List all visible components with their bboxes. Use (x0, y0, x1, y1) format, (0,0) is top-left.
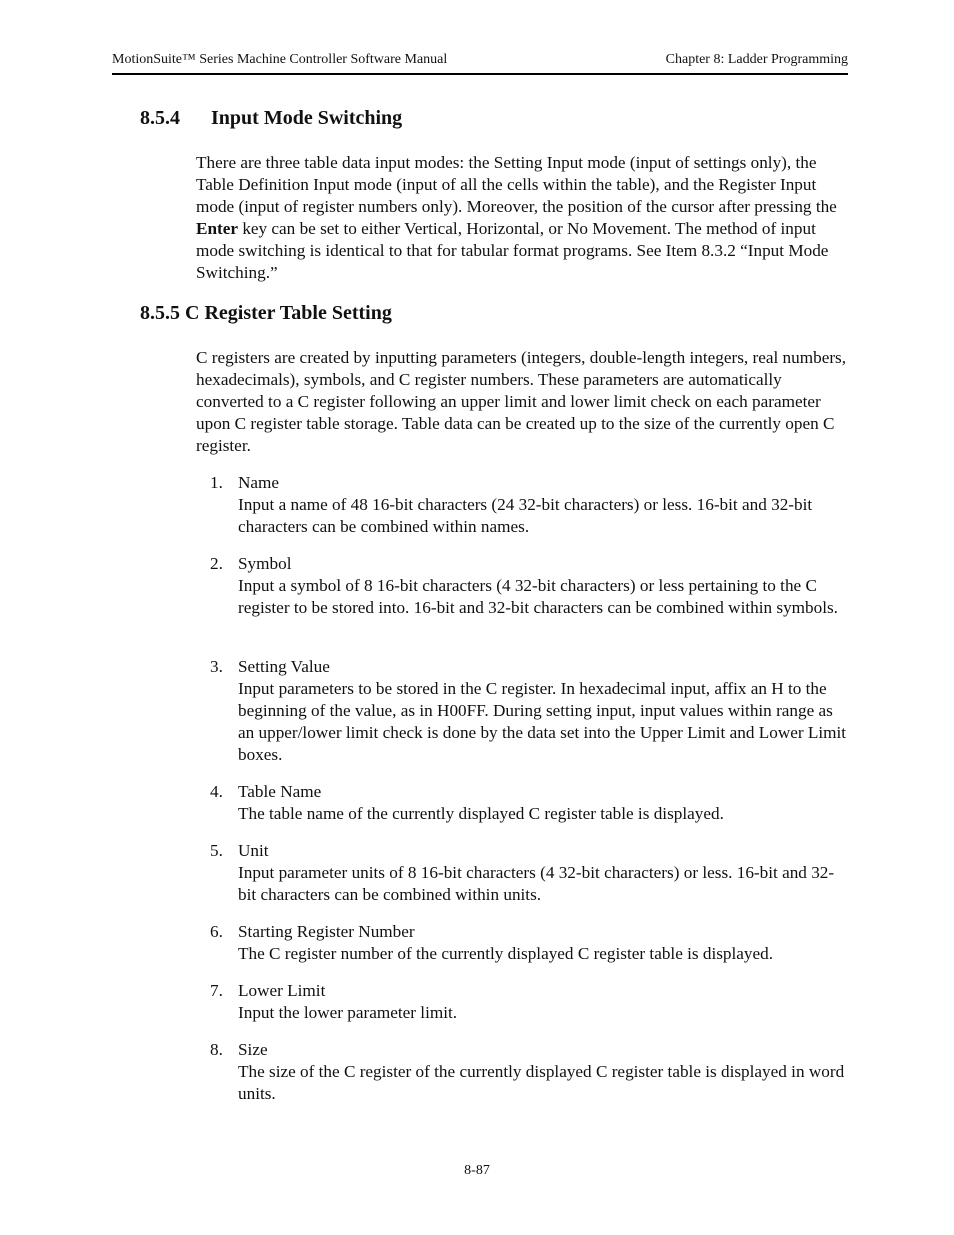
item-description: The size of the C register of the currently displayed C register table is displayed in word units. (238, 1062, 845, 1103)
item-title: Starting Register Number (238, 922, 415, 941)
list-item (210, 553, 850, 619)
item-title: Size (238, 1040, 268, 1059)
list-number: 5. (210, 841, 223, 860)
item-description: Input a symbol of 8 16-bit characters (4 32-bit characters) or less pertaining to the C register to be stored into. 16-bit and 32-bit characters can be combined within symbols. (238, 576, 838, 617)
item-title: Name (238, 473, 280, 492)
list-item (210, 781, 850, 825)
section-paragraph-input-mode: There are three table data input modes: the Setting Input mode (input of settings only), the Table Definition Input mode (input of all the cells within the table), and the Register Input mode (input of register numbers only). Moreover, the position of the cursor after pressing the Enter key can be set to either Vertical, Horizontal, or No Movement. The method of input mode switching is identical to that for tabular format programs. See Item 8.3.2 “Input Mode Switching.” (196, 153, 837, 282)
section-number: 8.5.5 (140, 302, 180, 324)
list-item (210, 921, 850, 965)
list-number: 2. (210, 554, 223, 573)
item-title: Unit (238, 841, 269, 860)
list-number: 1. (210, 473, 223, 492)
section-paragraph-c-register: C registers are created by inputting parameters (integers, double-length integers, real numbers, hexadecimals), symbols, and C register numbers. These parameters are automatically converted to a C register following an upper limit and lower limit check on each parameter upon C register table storage. Table data can be created up to the size of the currently open C register. (196, 348, 847, 455)
item-title: Setting Value (238, 657, 330, 676)
list-item (210, 656, 850, 766)
item-description: Input the lower parameter limit. (238, 1003, 458, 1022)
list-item (210, 840, 850, 906)
item-description: Input parameter units of 8 16-bit characters (4 32-bit characters) or less. 16-bit and 32-bit characters can be combined within units. (238, 863, 835, 904)
section-heading-input-mode (140, 107, 402, 130)
list-item (210, 1039, 850, 1105)
list-item (210, 980, 850, 1024)
item-description: The table name of the currently displayed C register table is displayed. (238, 804, 724, 823)
section-title: Input Mode Switching (211, 107, 403, 129)
item-title: Symbol (238, 554, 292, 573)
item-description: Input a name of 48 16-bit characters (24 32-bit characters) or less. 16-bit and 32-bit characters can be combined within names. (238, 495, 813, 536)
item-title: Table Name (238, 782, 322, 801)
list-number: 4. (210, 782, 223, 801)
section-heading-c-register (140, 302, 392, 325)
list-number: 8. (210, 1040, 223, 1059)
item-description: The C register number of the currently displayed C register table is displayed. (238, 944, 774, 963)
list-number: 3. (210, 657, 223, 676)
item-title: Lower Limit (238, 981, 326, 1000)
list-item (210, 472, 850, 538)
page-number: 8-87 (464, 1163, 490, 1178)
page-header (112, 52, 848, 75)
manual-title: MotionSuite™ Series Machine Controller Software Manual (112, 52, 448, 67)
chapter-title: Chapter 8: Ladder Programming (665, 52, 848, 67)
section-title: C Register Table Setting (185, 302, 392, 324)
section-number: 8.5.4 (140, 107, 180, 129)
list-number: 6. (210, 922, 223, 941)
enter-key-label: Enter (196, 219, 239, 238)
item-description: Input parameters to be stored in the C register. In hexadecimal input, affix an H to the beginning of the value, as in H00FF. During setting input, input values within range as an upper/lower limit check is done by the data set into the Upper Limit and Lower Limit boxes. (238, 679, 847, 764)
list-number: 7. (210, 981, 223, 1000)
